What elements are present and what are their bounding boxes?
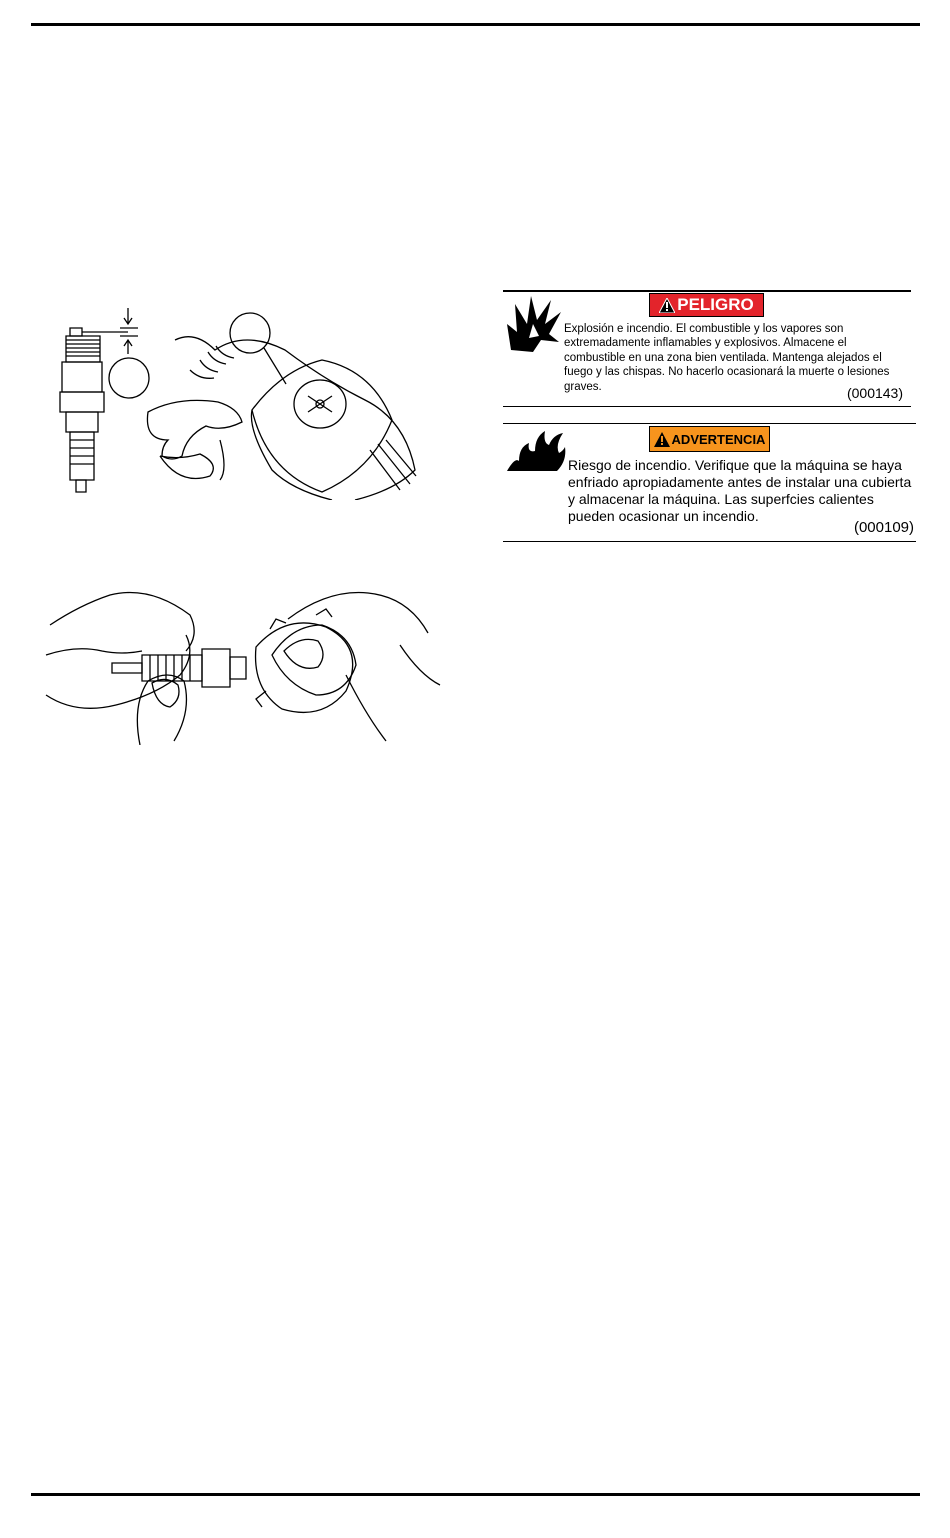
danger-message-code: (000143) — [846, 385, 903, 401]
warning-safety-message — [503, 423, 916, 542]
danger-safety-message — [503, 290, 911, 407]
spark-plug-horizontal — [112, 649, 246, 687]
danger-signal-badge — [649, 293, 764, 317]
footer-rule — [31, 1493, 920, 1496]
callout-circle-2 — [230, 313, 270, 353]
header-rule — [31, 23, 920, 26]
warning-triangle-icon — [659, 298, 675, 313]
left-hand-illustration — [46, 593, 194, 746]
warning-signal-badge — [649, 426, 770, 452]
gap-gauge-illustration — [256, 609, 353, 712]
right-hand-illustration — [272, 593, 440, 741]
explosion-icon — [505, 294, 563, 352]
warning-triangle-icon — [654, 432, 670, 447]
danger-message-text: Explosión e incendio. El combustible y los vapores son extremadamente inflamables y explosivos. Almacene el combustible en una zona bien ventilada. Mantenga alejados el fuego y las chispas. No hacerlo ocasionará la muerte o lesiones graves. — [564, 323, 890, 393]
callout-circle-1 — [109, 358, 149, 398]
warning-message-text: Riesgo de incendio. Verifique que la máquina se haya enfriado apropiadamente antes de instalar una cubierta y almacenar la máquina. Las superfcies calientes pueden ocasionar un incendio. — [568, 457, 912, 524]
spark-plug-engine-figure — [40, 300, 440, 500]
danger-signal-word: PELIGRO — [677, 295, 754, 314]
warning-signal-word: ADVERTENCIA — [671, 431, 766, 447]
fire-icon — [505, 427, 567, 471]
spark-plug-illustration — [60, 328, 128, 492]
engine-illustration — [147, 337, 416, 500]
warning-message-code: (000109) — [853, 519, 914, 536]
spark-plug-removal-figure — [40, 585, 450, 745]
